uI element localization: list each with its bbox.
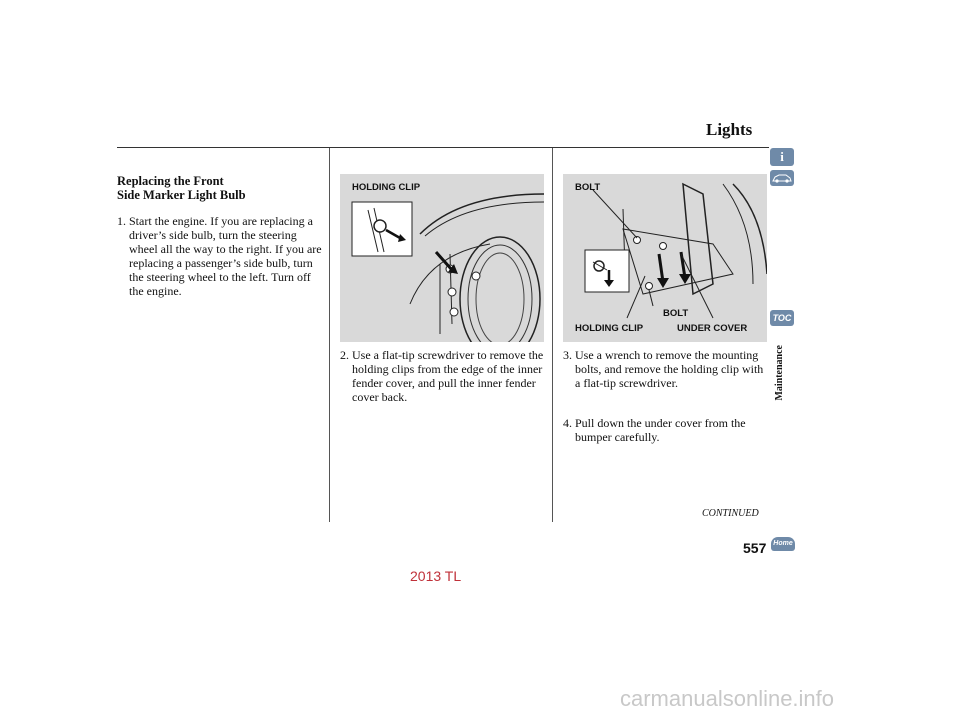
figure-1-illustration: [340, 174, 544, 342]
label-holding-clip: HOLDING CLIP: [352, 182, 421, 193]
step-4: [563, 416, 768, 444]
figure-holding-clips: [340, 174, 544, 342]
step-2: [340, 348, 545, 404]
step-text: Pull down the under cover from the bumper carefully.: [575, 416, 746, 444]
step-text: Use a flat-tip screwdriver to remove the holding clips from the edge of the inner fender cover, and pull the inner fender cover back.: [352, 348, 544, 404]
step-number: 1.: [117, 214, 126, 228]
home-button[interactable]: Home: [771, 537, 795, 551]
step-3: [563, 348, 768, 390]
figure-under-cover: [563, 174, 767, 342]
section-tab-maintenance: Maintenance: [774, 345, 785, 401]
model-footer: 2013 TL: [410, 568, 462, 584]
car-icon-shape: [770, 170, 794, 186]
step-number: 4.: [563, 416, 572, 430]
section-heading-line1: Replacing the Front: [117, 174, 224, 188]
column-divider-1: [329, 148, 330, 522]
info-icon[interactable]: [770, 148, 794, 166]
step-1: [117, 214, 322, 298]
header-rule: [117, 147, 769, 148]
column-divider-2: [552, 148, 553, 522]
label-under-cover: UNDER COVER: [677, 323, 748, 334]
label-holding-clip-2: HOLDING CLIP: [575, 323, 644, 334]
section-heading-line2: Side Marker Light Bulb: [117, 188, 246, 202]
toc-button[interactable]: [770, 310, 794, 326]
step-number: 2.: [340, 348, 349, 362]
watermark: carmanualsonline.info: [620, 686, 835, 711]
step-text: Start the engine. If you are replacing a driver’s side bulb, turn the steering wheel all the way to the right. If you are replacing a passenger’s side bulb, turn the steering wheel to the left. Turn off the engine.: [129, 214, 322, 298]
label-bolt-top: BOLT: [575, 182, 601, 193]
step-number: 3.: [563, 348, 572, 362]
page-title: Lights: [706, 120, 753, 139]
step-text: Use a wrench to remove the mounting bolts, and remove the holding clip with a flat-tip screwdriver.: [575, 348, 764, 390]
info-glyph: i: [780, 149, 784, 164]
continued-label: CONTINUED: [702, 508, 759, 519]
section-heading: [117, 174, 246, 202]
car-icon[interactable]: [770, 170, 794, 186]
page-number: 557: [743, 540, 767, 556]
toc-label: TOC: [772, 313, 792, 323]
label-bolt-mid: BOLT: [663, 308, 689, 319]
